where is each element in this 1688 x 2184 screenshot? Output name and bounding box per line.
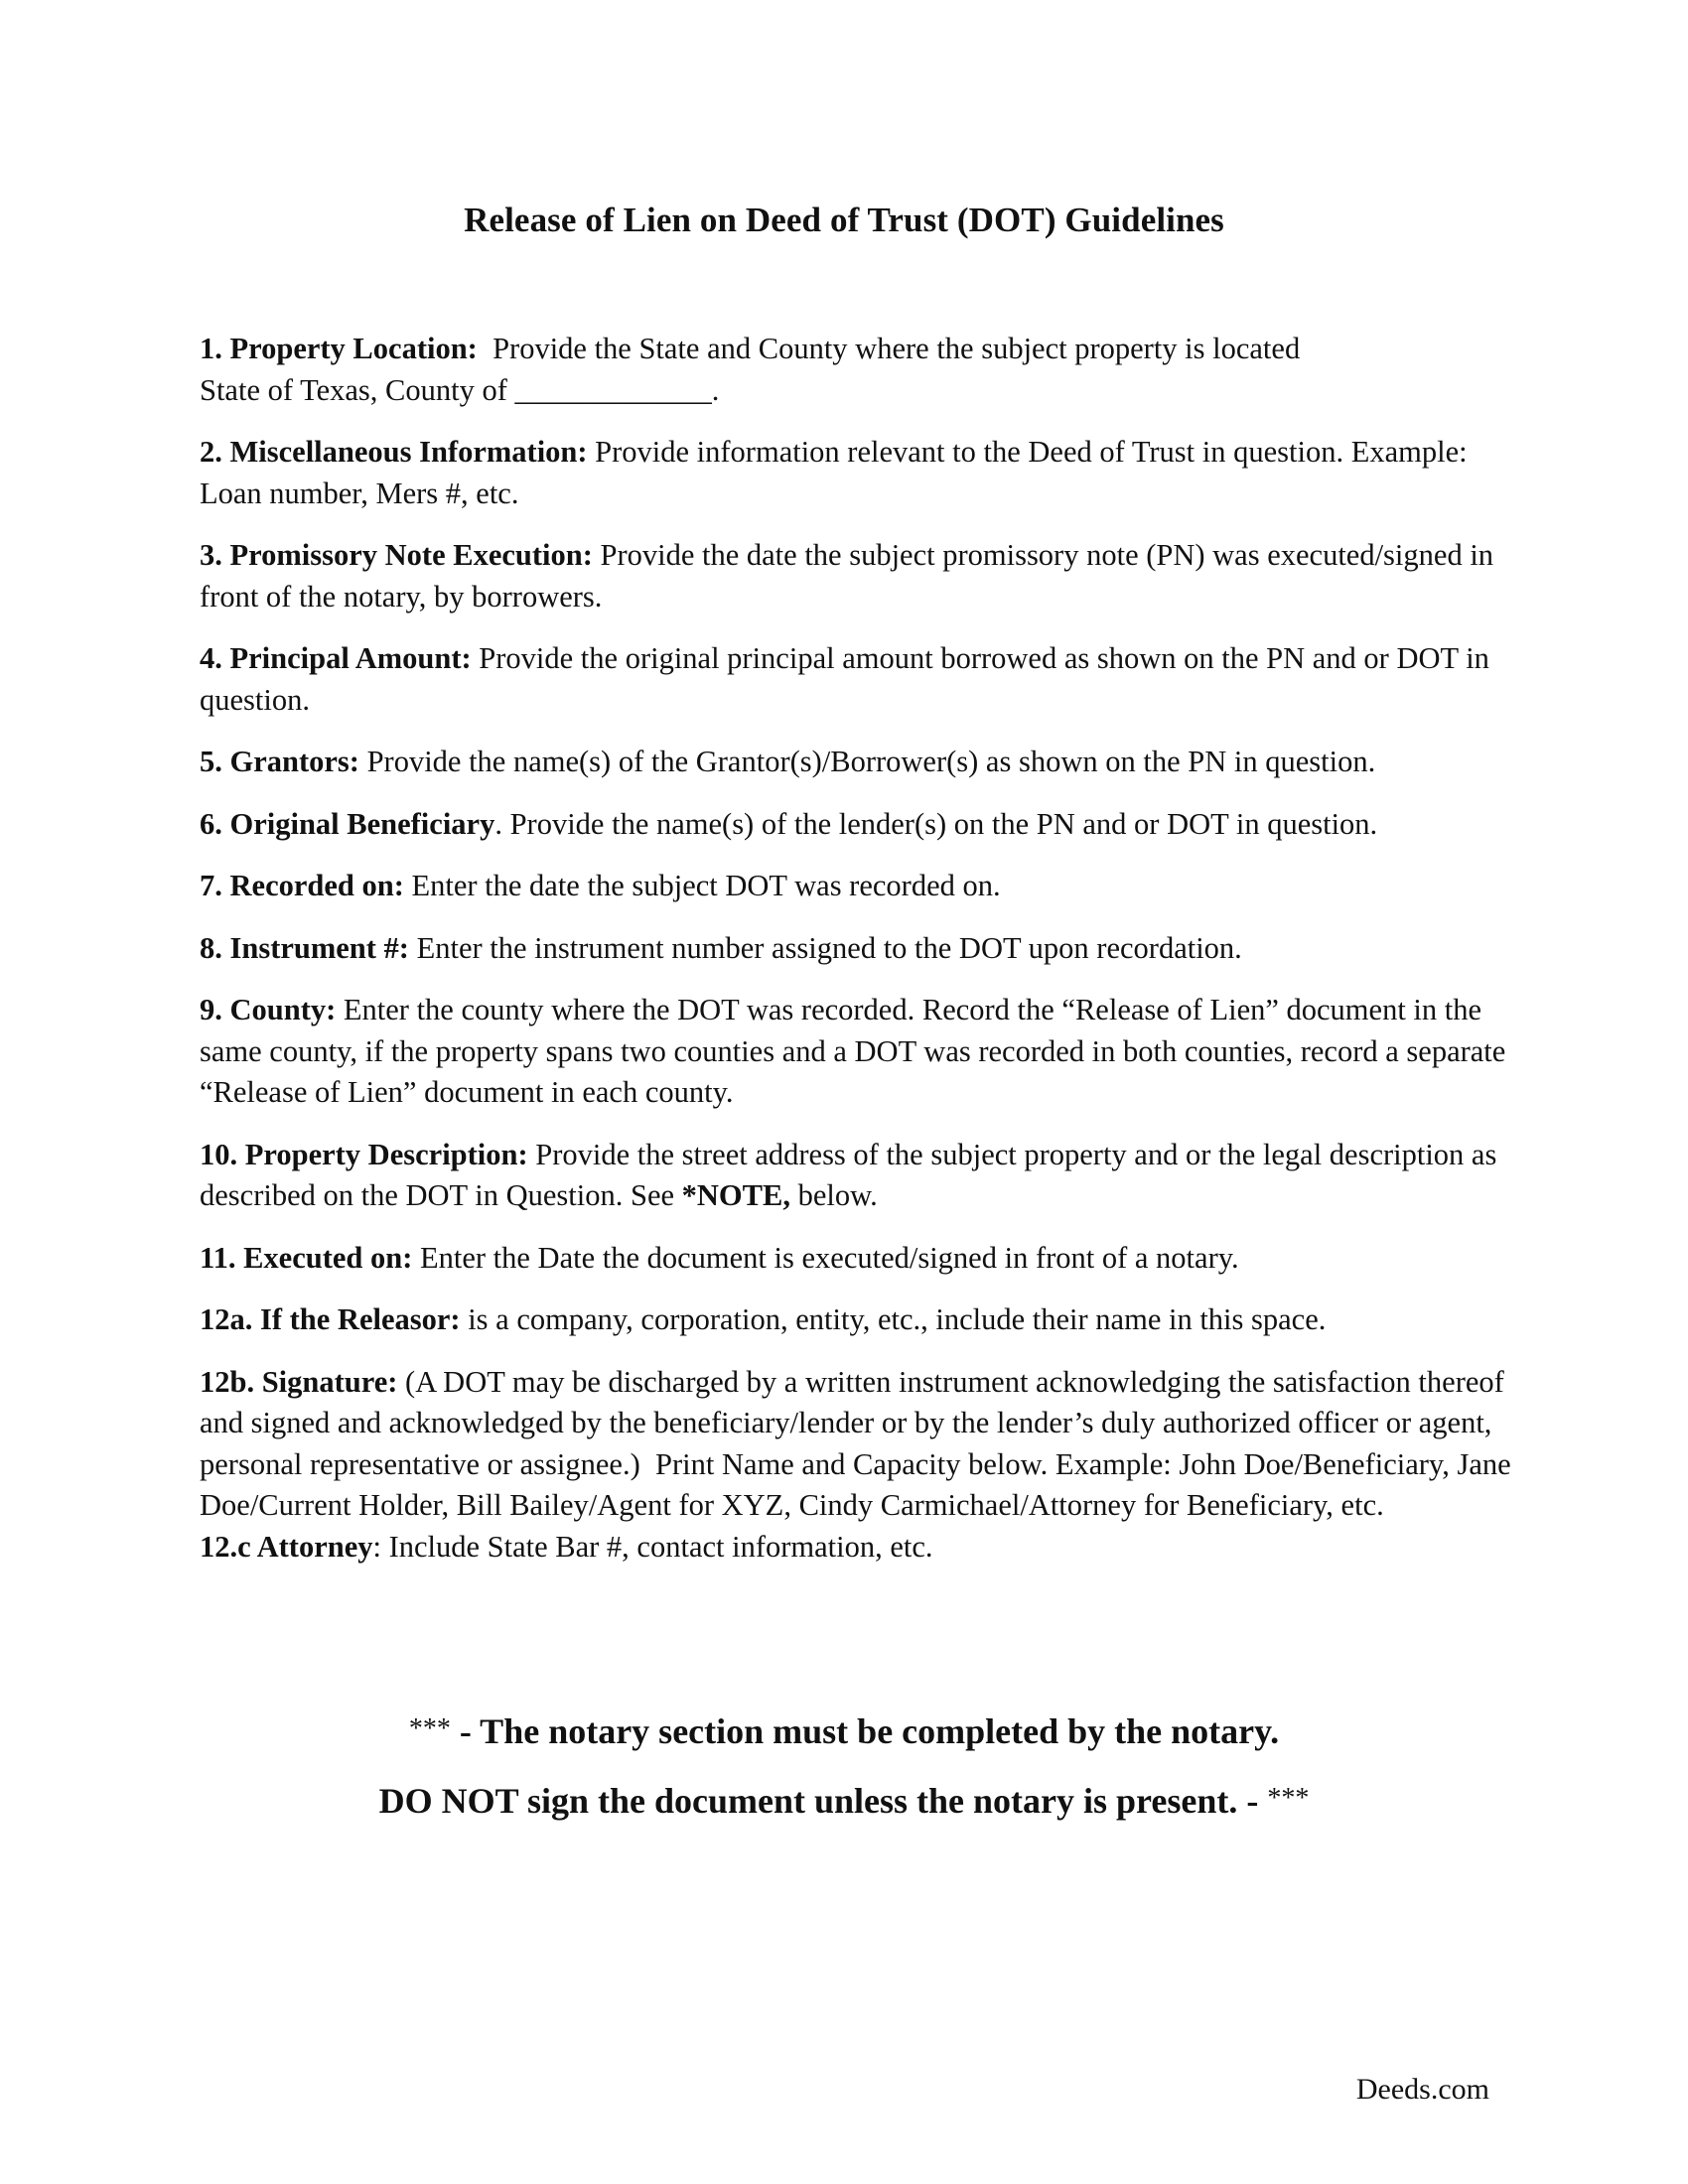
item-text: Enter the date the subject DOT was recorded on.: [403, 869, 1001, 902]
item-text: Provide the street address of the subject property and or the legal description as described on the DOT in Question. See: [200, 1137, 1497, 1212]
item-principal-amount: [200, 638, 1520, 721]
item-text: Provide the original principal amount borrowed as shown on the PN and or DOT in question.: [200, 641, 1489, 717]
item-signature: [200, 1362, 1520, 1527]
item-property-location: [200, 329, 1520, 411]
item-promissory-note-execution: [200, 535, 1520, 617]
item-text: Provide the date the subject promissory note (PN) was executed/signed in front of the notary, by borrowers.: [200, 538, 1494, 614]
item-text: below.: [789, 1178, 878, 1212]
item-releasor: [200, 1299, 1520, 1341]
item-text: Enter the county where the DOT was recorded. Record the “Release of Lien” document in the same county, if the property spans two counties and a DOT was recorded in both counties, record a separate “Release of Lien” document in each county.: [200, 993, 1506, 1109]
asterisks: ***: [1267, 1783, 1310, 1814]
county-blank-line: _____________: [514, 372, 712, 407]
notary-notice-line-2: [0, 1777, 1688, 1823]
item-label: 12a. If the Releasor:: [200, 1302, 461, 1336]
item-text: . Provide the name(s) of the lender(s) on the PN and or DOT in question.: [494, 806, 1378, 841]
item-label: 12.c Attorney: [200, 1529, 373, 1564]
note-reference: *NOTE,: [681, 1178, 790, 1212]
item-attorney: [200, 1527, 1520, 1569]
asterisks: ***: [408, 1713, 451, 1744]
item-text: (A DOT may be discharged by a written instrument acknowledging the satisfaction thereof and signed and acknowledged by the beneficiary/lender or by the lender’s duly authorized officer or agent, personal representative or assignee.) Print Name and Capacity below. Example: John Doe/Beneficiary, Jane Doe/Current Holder, Bill Bailey/Agent for XYZ, Cindy Carmichael/Attorney for Beneficiary, etc.: [200, 1364, 1519, 1522]
item-label: 6. Original Beneficiary: [200, 806, 495, 841]
item-label: 9. County:: [200, 993, 337, 1026]
item-miscellaneous-information: [200, 432, 1520, 514]
item-text: Provide the name(s) of the Grantor(s)/Borrower(s) as shown on the PN in question.: [358, 745, 1376, 778]
item-label: 11. Executed on:: [200, 1240, 413, 1275]
item-text: Provide information relevant to the Deed of Trust in question. Example: Loan number, Mers #, etc.: [200, 435, 1468, 510]
notice-text: DO NOT sign the document unless the notary is present. -: [378, 1781, 1268, 1821]
item-original-beneficiary: [200, 804, 1520, 846]
item-text: .: [711, 372, 720, 407]
item-recorded-on: [200, 866, 1520, 907]
item-label: 2. Miscellaneous Information:: [200, 435, 588, 469]
guidelines-list: [200, 329, 1520, 1588]
item-label: 12b. Signature:: [200, 1364, 398, 1399]
item-text: Enter the instrument number assigned to the DOT upon recordation.: [408, 930, 1242, 965]
notice-text: - The notary section must be completed by the notary.: [450, 1711, 1280, 1751]
item-text: State of Texas, County of: [200, 372, 515, 407]
item-label: 1. Property Location:: [200, 332, 478, 365]
item-text: : Include State Bar #, contact information, etc.: [372, 1529, 933, 1564]
item-text: Provide the State and County where the subject property is located: [477, 332, 1301, 365]
footer-brand: Deeds.com: [1355, 2073, 1489, 2106]
item-label: 10. Property Description:: [200, 1137, 528, 1171]
item-label: 5. Grantors:: [200, 745, 359, 778]
item-property-description: [200, 1135, 1520, 1217]
item-county: [200, 990, 1520, 1114]
item-grantors: [200, 742, 1520, 783]
item-label: 4. Principal Amount:: [200, 641, 472, 675]
item-instrument-number: [200, 928, 1520, 970]
item-label: 8. Instrument #:: [200, 930, 409, 965]
document-title: Release of Lien on Deed of Trust (DOT) Guidelines: [464, 201, 1224, 239]
item-text: Enter the Date the document is executed/signed in front of a notary.: [412, 1240, 1239, 1275]
item-executed-on: [200, 1238, 1520, 1280]
item-label: 3. Promissory Note Execution:: [200, 538, 593, 572]
notary-notice-line-1: [0, 1707, 1688, 1753]
item-label: 7. Recorded on:: [200, 869, 404, 902]
item-text: is a company, corporation, entity, etc., include their name in this space.: [460, 1302, 1327, 1336]
